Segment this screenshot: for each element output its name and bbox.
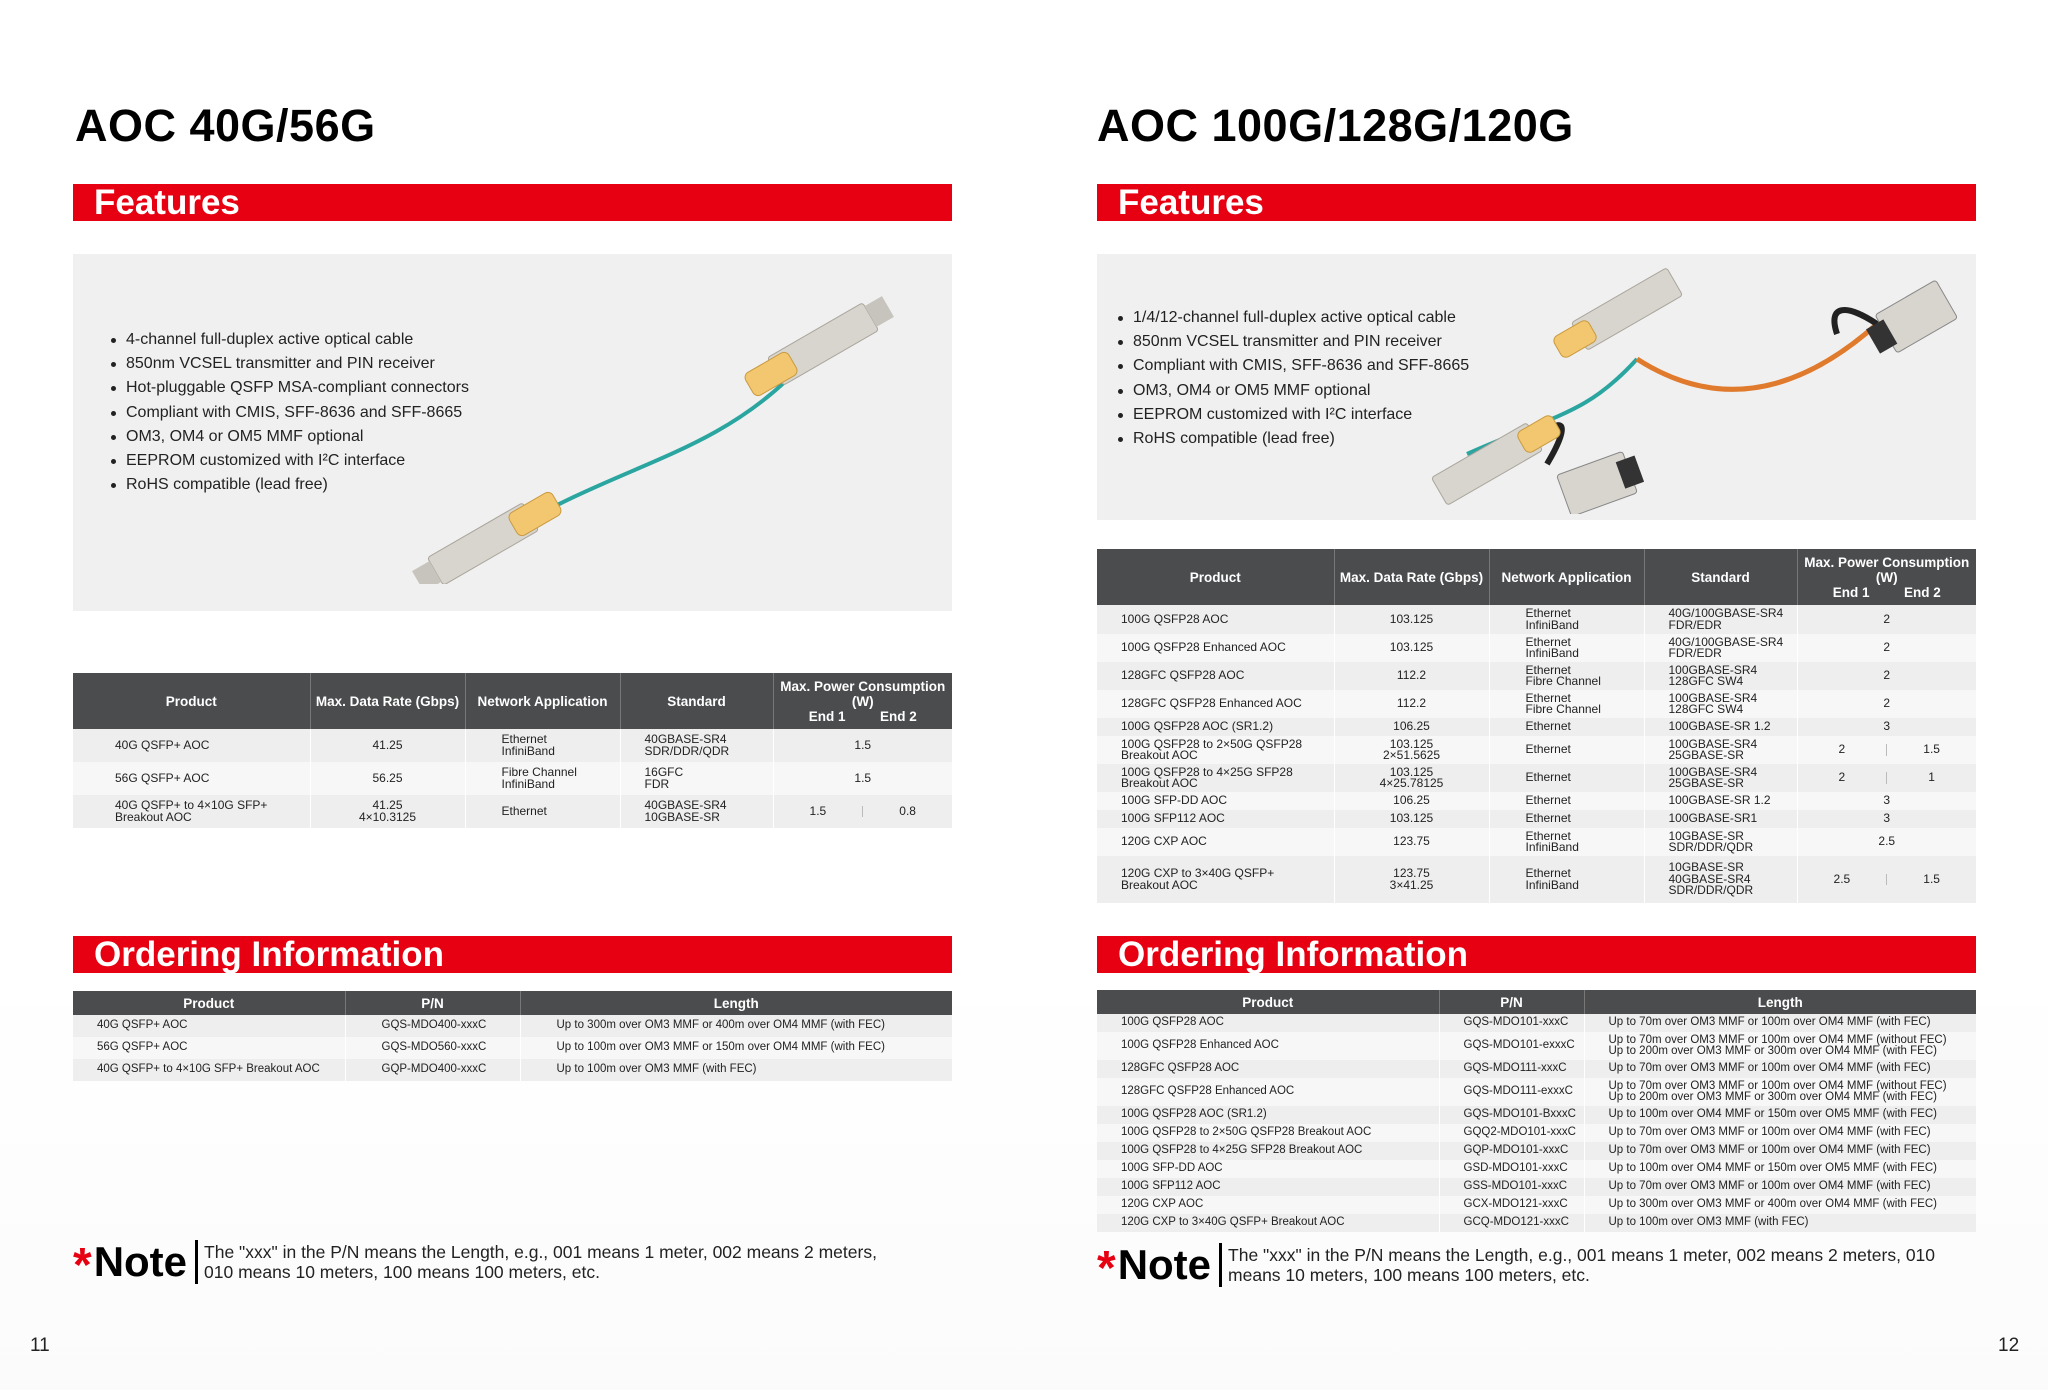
note-label: Note xyxy=(93,1238,188,1285)
table-row xyxy=(1097,1106,1976,1124)
pn-cell: GCX-MDO121-xxxC xyxy=(1439,1196,1584,1214)
length-cell: Up to 70m over OM3 MMF or 100m over OM4 MMF (with FEC) xyxy=(1584,1142,1976,1160)
feature-item: EEPROM customized with I²C interface xyxy=(108,449,469,473)
col-power-label: Max. Power Consumption (W) xyxy=(1804,554,1970,585)
rate-cell: 123.75 3×41.25 xyxy=(1334,856,1489,903)
length-cell: Up to 70m over OM3 MMF or 100m over OM4 MMF (with FEC) xyxy=(1584,1014,1976,1032)
product-cell: 40G QSFP+ AOC xyxy=(73,1015,345,1037)
length-cell: Up to 100m over OM3 MMF or 150m over OM4 MMF (with FEC) xyxy=(520,1037,952,1059)
power-cell: 2 xyxy=(1797,662,1976,690)
product-cell: 100G QSFP28 to 4×25G SFP28 Breakout AOC xyxy=(1097,1142,1439,1160)
rate-cell: 123.75 xyxy=(1334,828,1489,856)
network-cell: Ethernet InfiniBand xyxy=(1489,634,1644,662)
product-cell: 40G QSFP+ to 4×10G SFP+ Breakout AOC xyxy=(73,1059,345,1081)
rate-cell: 112.2 xyxy=(1334,690,1489,718)
table-row xyxy=(1097,792,1976,810)
table-row xyxy=(1097,1124,1976,1142)
pn-cell: GSS-MDO101-xxxC xyxy=(1439,1178,1584,1196)
col-rate: Max. Data Rate (Gbps) xyxy=(1334,549,1489,605)
ordering-heading: Ordering Information xyxy=(1097,936,1976,973)
page-number: 11 xyxy=(30,1335,50,1356)
power-cell xyxy=(1797,736,1976,764)
standard-cell: 100GBASE-SR 1.2 xyxy=(1644,792,1797,810)
feature-item: OM3, OM4 or OM5 MMF optional xyxy=(1115,379,1469,403)
aoc-cable-image xyxy=(1407,264,1967,514)
col-product: Product xyxy=(1097,549,1334,605)
table-row xyxy=(1097,1060,1976,1078)
product-cell: 128GFC QSFP28 Enhanced AOC xyxy=(1097,690,1334,718)
col-pn: P/N xyxy=(345,991,520,1015)
network-cell: Ethernet xyxy=(1489,736,1644,764)
product-cell: 40G QSFP+ to 4×10G SFP+ Breakout AOC xyxy=(73,795,310,828)
network-cell: Ethernet xyxy=(465,795,620,828)
standard-cell: 40GBASE-SR4 10GBASE-SR xyxy=(620,795,773,828)
rate-cell: 112.2 xyxy=(1334,662,1489,690)
table-row xyxy=(73,1037,952,1059)
product-cell: 100G QSFP28 Enhanced AOC xyxy=(1097,1032,1439,1060)
standard-cell: 40G/100GBASE-SR4 FDR/EDR xyxy=(1644,605,1797,634)
table-row xyxy=(1097,1032,1976,1060)
network-cell: Ethernet xyxy=(1489,792,1644,810)
ordering-table xyxy=(1097,990,1976,1232)
power-end1: 2 xyxy=(1838,770,1846,785)
col-standard: Standard xyxy=(620,673,773,729)
table-row xyxy=(73,1059,952,1081)
note xyxy=(73,1238,904,1292)
network-cell: Ethernet Fibre Channel xyxy=(1489,690,1644,718)
power-cell: 2 xyxy=(1797,690,1976,718)
power-end2: 1.5 xyxy=(1886,744,1976,756)
table-row xyxy=(73,1015,952,1037)
table-row xyxy=(1097,1078,1976,1106)
product-cell: 100G QSFP28 AOC (SR1.2) xyxy=(1097,718,1334,736)
page-number: 12 xyxy=(1998,1335,2020,1356)
power-cell xyxy=(1797,764,1976,792)
feature-item: OM3, OM4 or OM5 MMF optional xyxy=(108,425,469,449)
rate-cell: 103.125 4×25.78125 xyxy=(1334,764,1489,792)
pn-cell: GQP-MDO400-xxxC xyxy=(345,1059,520,1081)
power-end2: 1.5 xyxy=(1886,874,1976,886)
product-cell: 56G QSFP+ AOC xyxy=(73,1037,345,1059)
pn-cell: GSD-MDO101-xxxC xyxy=(1439,1160,1584,1178)
note-divider xyxy=(195,1240,198,1284)
rate-cell: 103.125 xyxy=(1334,634,1489,662)
product-cell: 100G QSFP28 AOC xyxy=(1097,1014,1439,1032)
power-end1: 2.5 xyxy=(1833,871,1851,886)
spec-table xyxy=(73,673,952,828)
length-cell: Up to 70m over OM3 MMF or 100m over OM4 MMF (without FEC) Up to 200m over OM3 MMF or 300m over OM4 MMF (with FEC) xyxy=(1584,1032,1976,1060)
col-power xyxy=(773,673,952,729)
note-label: Note xyxy=(1117,1241,1212,1288)
feature-item: EEPROM customized with I²C interface xyxy=(1115,403,1469,427)
power-end2: 0.8 xyxy=(862,806,952,818)
standard-cell: 40GBASE-SR4 SDR/DDR/QDR xyxy=(620,729,773,762)
feature-item: RoHS compatible (lead free) xyxy=(108,473,469,497)
product-cell: 100G QSFP28 AOC xyxy=(1097,605,1334,634)
product-cell: 120G CXP to 3×40G QSFP+ Breakout AOC xyxy=(1097,1214,1439,1232)
table-row xyxy=(1097,662,1976,690)
standard-cell: 100GBASE-SR 1.2 xyxy=(1644,718,1797,736)
length-cell: Up to 70m over OM3 MMF or 100m over OM4 MMF (with FEC) xyxy=(1584,1060,1976,1078)
feature-item: 1/4/12-channel full-duplex active optical cable xyxy=(1115,306,1469,330)
table-row xyxy=(73,729,952,762)
table-row xyxy=(1097,1160,1976,1178)
rate-cell: 103.125 xyxy=(1334,810,1489,828)
power-end1: 2 xyxy=(1838,742,1846,757)
network-cell: Ethernet InfiniBand xyxy=(1489,856,1644,903)
power-cell: 3 xyxy=(1797,718,1976,736)
col-end1: End 1 xyxy=(808,708,846,724)
network-cell: Fibre Channel InfiniBand xyxy=(465,762,620,795)
col-length: Length xyxy=(520,991,952,1015)
ordering-heading: Ordering Information xyxy=(73,936,952,973)
standard-cell: 100GBASE-SR4 25GBASE-SR xyxy=(1644,764,1797,792)
rate-cell: 41.25 xyxy=(310,729,465,762)
power-cell xyxy=(773,795,952,828)
length-cell: Up to 70m over OM3 MMF or 100m over OM4 MMF (with FEC) xyxy=(1584,1178,1976,1196)
product-cell: 128GFC QSFP28 AOC xyxy=(1097,1060,1439,1078)
product-cell: 100G SFP112 AOC xyxy=(1097,1178,1439,1196)
feature-item: RoHS compatible (lead free) xyxy=(1115,427,1469,451)
col-power xyxy=(1797,549,1976,605)
product-cell: 128GFC QSFP28 Enhanced AOC xyxy=(1097,1078,1439,1106)
pn-cell: GQS-MDO101-exxxC xyxy=(1439,1032,1584,1060)
note xyxy=(1097,1241,1958,1295)
col-product: Product xyxy=(73,991,345,1015)
table-row xyxy=(73,762,952,795)
col-end1: End 1 xyxy=(1832,584,1870,600)
note-text: The "xxx" in the P/N means the Length, e.g., 001 means 1 meter, 002 means 2 meters, 010 means 10 meters, 100 means 100 meters, etc. xyxy=(204,1241,877,1282)
pn-cell: GQQ2-MDO101-xxxC xyxy=(1439,1124,1584,1142)
table-row xyxy=(73,795,952,828)
table-row xyxy=(1097,810,1976,828)
length-cell: Up to 100m over OM4 MMF or 150m over OM5 MMF (with FEC) xyxy=(1584,1106,1976,1124)
table-row xyxy=(1097,1178,1976,1196)
standard-cell: 40G/100GBASE-SR4 FDR/EDR xyxy=(1644,634,1797,662)
product-cell: 100G QSFP28 AOC (SR1.2) xyxy=(1097,1106,1439,1124)
standard-cell: 100GBASE-SR4 25GBASE-SR xyxy=(1644,736,1797,764)
table-row xyxy=(1097,736,1976,764)
table-row xyxy=(1097,1214,1976,1232)
pn-cell: GQS-MDO560-xxxC xyxy=(345,1037,520,1059)
table-row xyxy=(1097,634,1976,662)
col-pn: P/N xyxy=(1439,990,1584,1014)
feature-item: 4-channel full-duplex active optical cable xyxy=(108,328,469,352)
col-end2: End 2 xyxy=(1903,584,1941,600)
table-row xyxy=(1097,605,1976,634)
power-cell: 3 xyxy=(1797,810,1976,828)
power-end1: 1.5 xyxy=(809,803,827,818)
note-star: * xyxy=(1097,1242,1116,1295)
features-heading: Features xyxy=(73,184,952,221)
network-cell: Ethernet InfiniBand xyxy=(1489,828,1644,856)
length-cell: Up to 100m over OM4 MMF or 150m over OM5 MMF (with FEC) xyxy=(1584,1160,1976,1178)
pn-cell: GQS-MDO101-xxxC xyxy=(1439,1014,1584,1032)
rate-cell: 103.125 2×51.5625 xyxy=(1334,736,1489,764)
power-cell: 3 xyxy=(1797,792,1976,810)
table-row xyxy=(1097,856,1976,903)
rate-cell: 41.25 4×10.3125 xyxy=(310,795,465,828)
product-cell: 100G QSFP28 to 2×50G QSFP28 Breakout AOC xyxy=(1097,736,1334,764)
aoc-cable-image xyxy=(393,294,953,584)
standard-cell: 16GFC FDR xyxy=(620,762,773,795)
feature-item: Compliant with CMIS, SFF-8636 and SFF-8665 xyxy=(1115,354,1469,378)
col-product: Product xyxy=(73,673,310,729)
length-cell: Up to 100m over OM3 MMF (with FEC) xyxy=(1584,1214,1976,1232)
col-length: Length xyxy=(1584,990,1976,1014)
network-cell: Ethernet InfiniBand xyxy=(1489,605,1644,634)
power-end2: 1 xyxy=(1886,772,1976,784)
length-cell: Up to 100m over OM3 MMF (with FEC) xyxy=(520,1059,952,1081)
network-cell: Ethernet xyxy=(1489,718,1644,736)
length-cell: Up to 70m over OM3 MMF or 100m over OM4 MMF (with FEC) xyxy=(1584,1124,1976,1142)
page-title: AOC 40G/56G xyxy=(75,100,376,151)
product-cell: 100G QSFP28 Enhanced AOC xyxy=(1097,634,1334,662)
product-cell: 120G CXP AOC xyxy=(1097,1196,1439,1214)
standard-cell: 100GBASE-SR1 xyxy=(1644,810,1797,828)
power-cell: 2 xyxy=(1797,634,1976,662)
product-cell: 56G QSFP+ AOC xyxy=(73,762,310,795)
page-right xyxy=(1024,0,2048,1390)
product-cell: 100G SFP-DD AOC xyxy=(1097,1160,1439,1178)
note-star: * xyxy=(73,1239,92,1292)
network-cell: Ethernet xyxy=(1489,764,1644,792)
rate-cell: 106.25 xyxy=(1334,792,1489,810)
product-cell: 100G QSFP28 to 2×50G QSFP28 Breakout AOC xyxy=(1097,1124,1439,1142)
standard-cell: 10GBASE-SR SDR/DDR/QDR xyxy=(1644,828,1797,856)
rate-cell: 103.125 xyxy=(1334,605,1489,634)
col-rate: Max. Data Rate (Gbps) xyxy=(310,673,465,729)
feature-item: 850nm VCSEL transmitter and PIN receiver xyxy=(1115,330,1469,354)
rate-cell: 56.25 xyxy=(310,762,465,795)
rate-cell: 106.25 xyxy=(1334,718,1489,736)
col-network: Network Application xyxy=(465,673,620,729)
length-cell: Up to 70m over OM3 MMF or 100m over OM4 MMF (without FEC) Up to 200m over OM3 MMF or 300m over OM4 MMF (with FEC) xyxy=(1584,1078,1976,1106)
pn-cell: GQP-MDO101-xxxC xyxy=(1439,1142,1584,1160)
product-cell: 40G QSFP+ AOC xyxy=(73,729,310,762)
pn-cell: GQS-MDO101-BxxxC xyxy=(1439,1106,1584,1124)
product-cell: 120G CXP AOC xyxy=(1097,828,1334,856)
table-row xyxy=(1097,1196,1976,1214)
spec-table xyxy=(1097,549,1976,903)
pn-cell: GCQ-MDO121-xxxC xyxy=(1439,1214,1584,1232)
power-cell: 1.5 xyxy=(773,762,952,795)
pn-cell: GQS-MDO111-xxxC xyxy=(1439,1060,1584,1078)
power-cell: 1.5 xyxy=(773,729,952,762)
network-cell: Ethernet InfiniBand xyxy=(465,729,620,762)
product-hero xyxy=(73,254,952,611)
ordering-table xyxy=(73,991,952,1081)
col-power-label: Max. Power Consumption (W) xyxy=(780,678,946,709)
page-title: AOC 100G/128G/120G xyxy=(1097,100,1574,151)
product-cell: 100G QSFP28 to 4×25G SFP28 Breakout AOC xyxy=(1097,764,1334,792)
standard-cell: 100GBASE-SR4 128GFC SW4 xyxy=(1644,690,1797,718)
product-cell: 100G SFP112 AOC xyxy=(1097,810,1334,828)
feature-item: Hot-pluggable QSFP MSA-compliant connectors xyxy=(108,376,469,400)
note-text: The "xxx" in the P/N means the Length, e.g., 001 means 1 meter, 002 means 2 meters, 010 means 10 meters, 100 means 100 meters, etc. xyxy=(1228,1244,1936,1285)
table-row xyxy=(1097,1142,1976,1160)
network-cell: Ethernet xyxy=(1489,810,1644,828)
col-standard: Standard xyxy=(1644,549,1797,605)
product-cell: 128GFC QSFP28 AOC xyxy=(1097,662,1334,690)
product-cell: 120G CXP to 3×40G QSFP+ Breakout AOC xyxy=(1097,856,1334,903)
standard-cell: 10GBASE-SR 40GBASE-SR4 SDR/DDR/QDR xyxy=(1644,856,1797,903)
note-divider xyxy=(1219,1243,1222,1287)
power-cell: 2.5 xyxy=(1797,828,1976,856)
pn-cell: GQS-MDO400-xxxC xyxy=(345,1015,520,1037)
feature-item: 850nm VCSEL transmitter and PIN receiver xyxy=(108,352,469,376)
table-row xyxy=(1097,764,1976,792)
col-product: Product xyxy=(1097,990,1439,1014)
power-cell: 2 xyxy=(1797,605,1976,634)
network-cell: Ethernet Fibre Channel xyxy=(1489,662,1644,690)
table-row xyxy=(1097,690,1976,718)
col-end2: End 2 xyxy=(879,708,917,724)
table-row xyxy=(1097,1014,1976,1032)
product-cell: 100G SFP-DD AOC xyxy=(1097,792,1334,810)
standard-cell: 100GBASE-SR4 128GFC SW4 xyxy=(1644,662,1797,690)
feature-item: Compliant with CMIS, SFF-8636 and SFF-8665 xyxy=(108,401,469,425)
power-cell xyxy=(1797,856,1976,903)
product-hero xyxy=(1097,254,1976,520)
length-cell: Up to 300m over OM3 MMF or 400m over OM4 MMF (with FEC) xyxy=(1584,1196,1976,1214)
table-row xyxy=(1097,718,1976,736)
pn-cell: GQS-MDO111-exxxC xyxy=(1439,1078,1584,1106)
features-heading: Features xyxy=(1097,184,1976,221)
table-row xyxy=(1097,828,1976,856)
length-cell: Up to 300m over OM3 MMF or 400m over OM4 MMF (with FEC) xyxy=(520,1015,952,1037)
col-network: Network Application xyxy=(1489,549,1644,605)
